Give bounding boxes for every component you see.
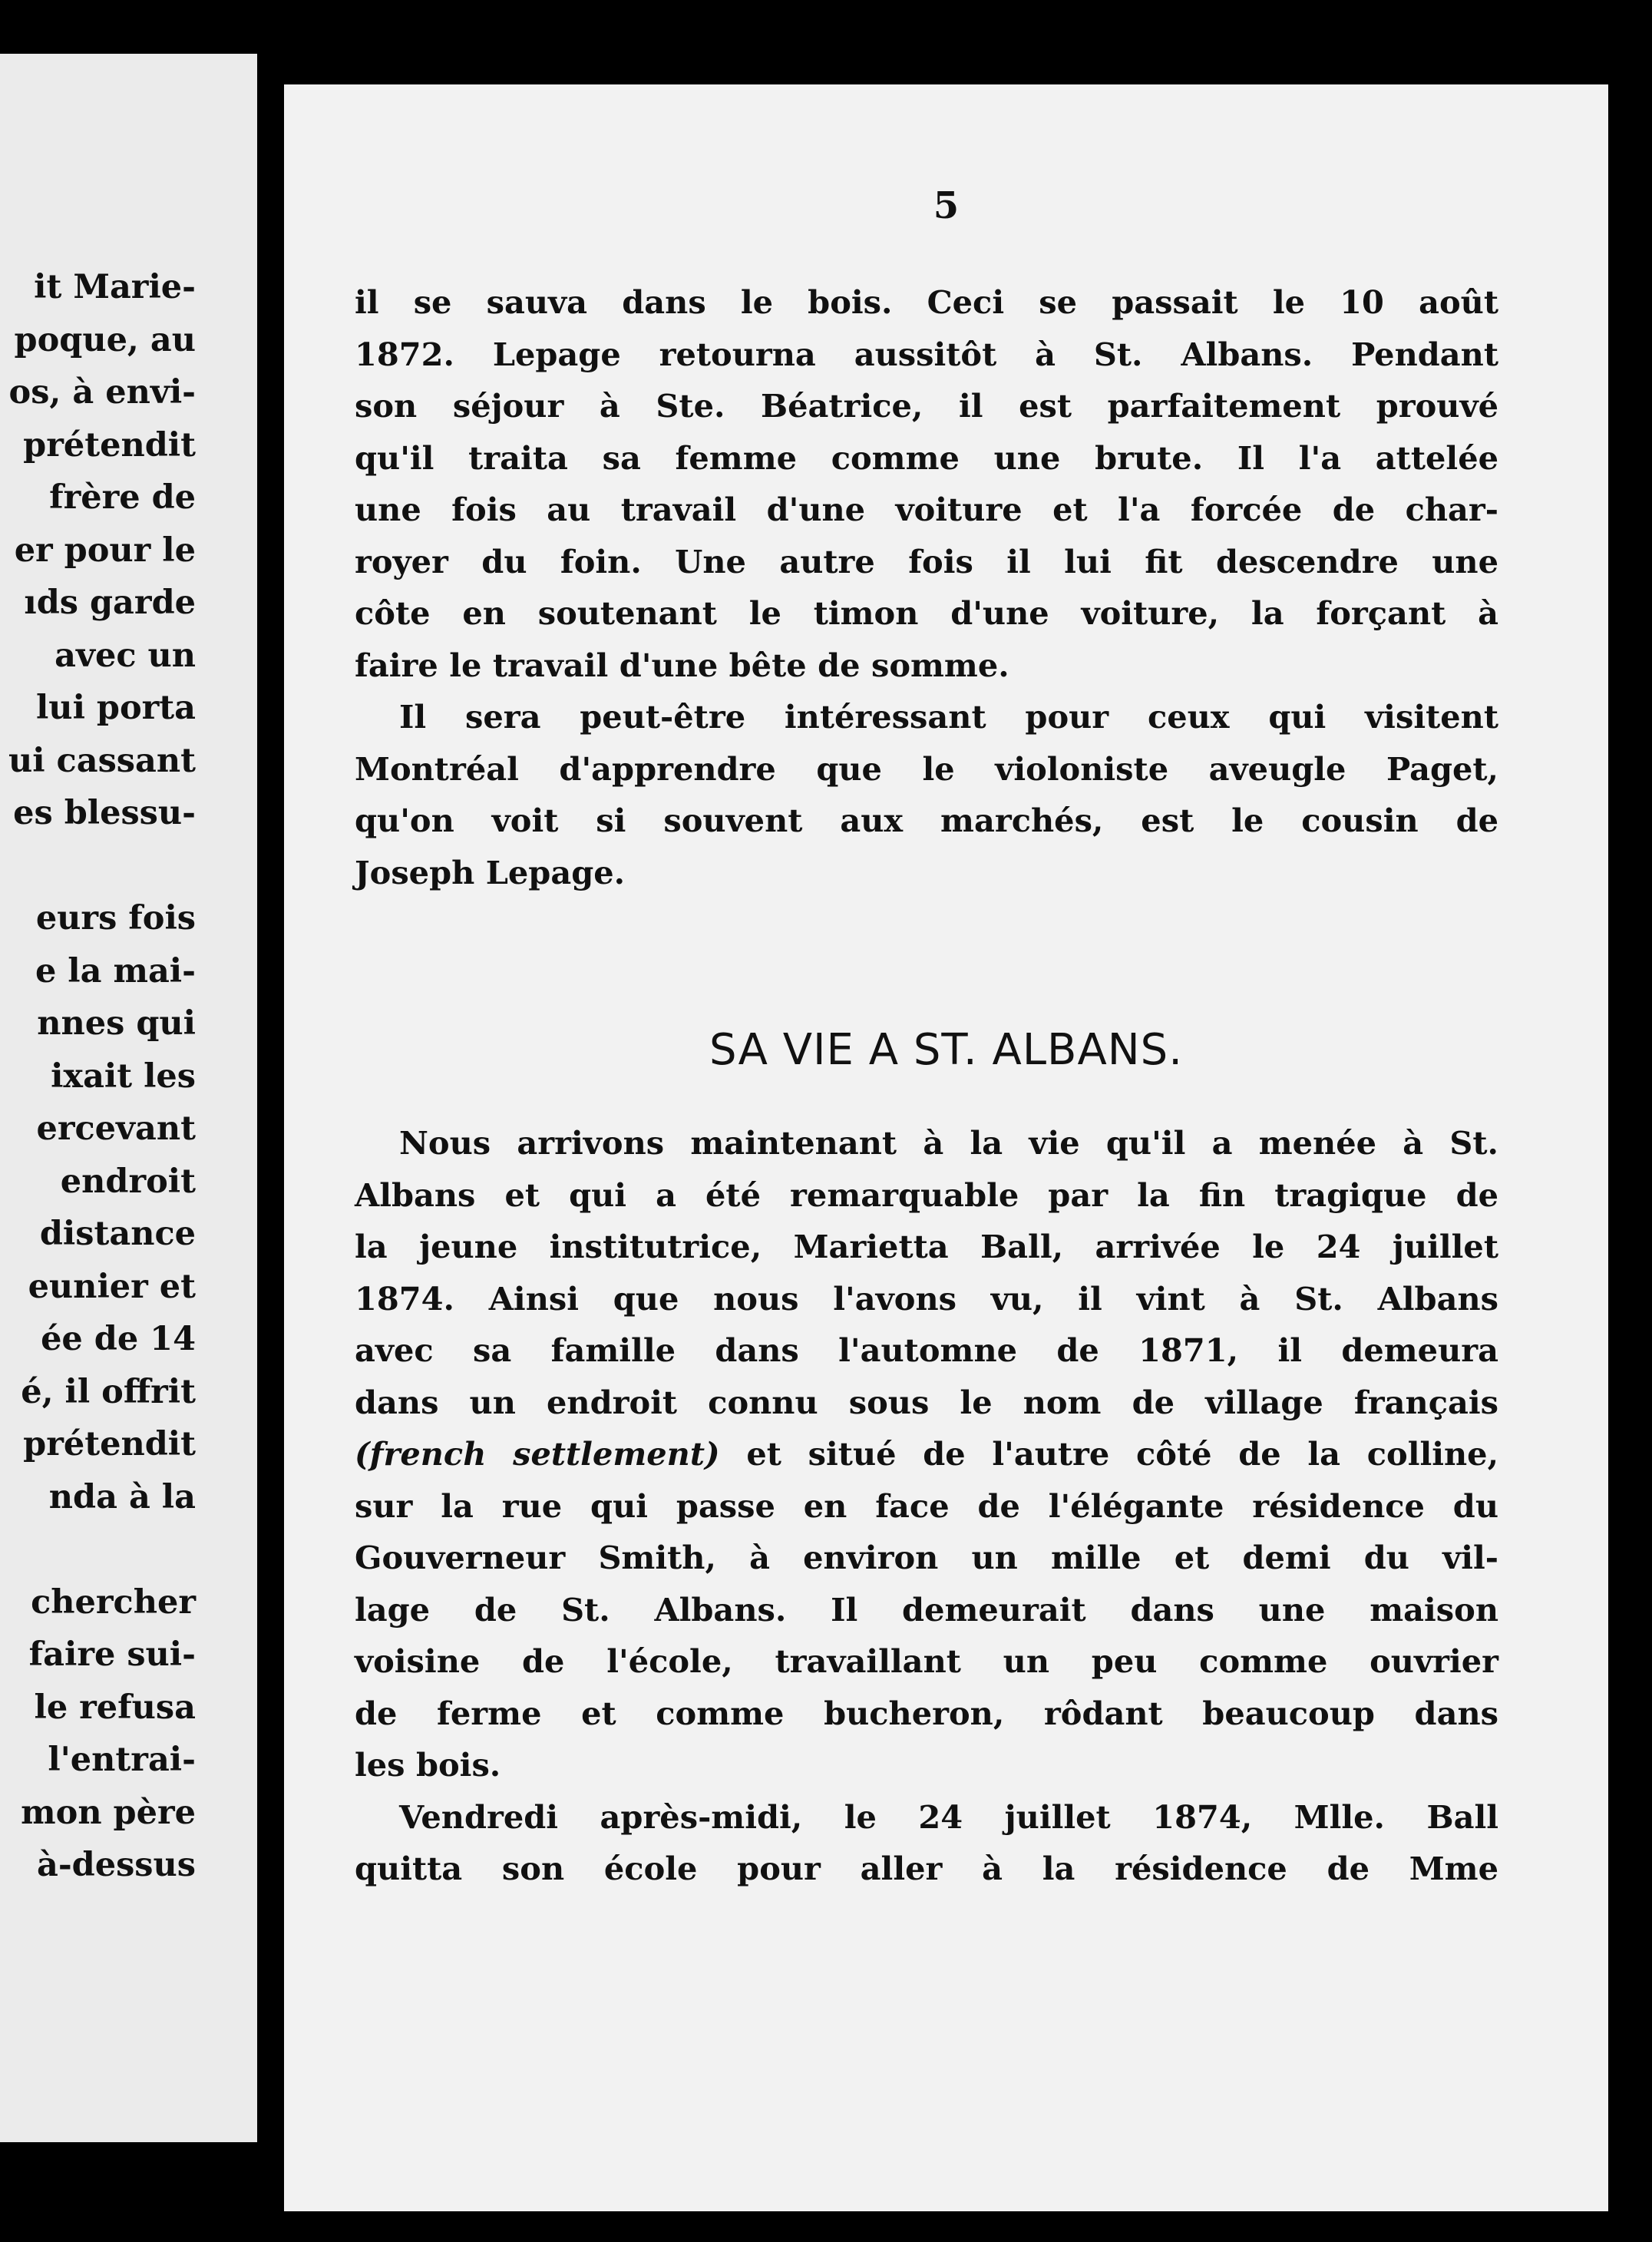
left-page-line: poque, au <box>14 320 196 359</box>
left-page-line: nnes qui <box>37 1004 196 1043</box>
main-page <box>284 84 1608 2211</box>
left-page-line <box>0 840 196 893</box>
left-page-line: lui porta <box>35 689 196 727</box>
text-line-with-italic <box>355 1428 1498 1480</box>
left-page-line: faire sui- <box>28 1635 196 1674</box>
section-heading: SA VIE A ST. ALBANS. <box>709 1025 1183 1075</box>
text-line: la jeune institutrice, Marietta Ball, arrivée le 24 juillet <box>355 1228 1498 1265</box>
text-line: 1872. Lepage retourna aussitôt à St. Albans. Pendant <box>355 335 1498 373</box>
text-line: voisine de l'école, travaillant un peu comme ouvrier <box>355 1642 1498 1680</box>
left-page-line: os, à envi- <box>8 373 196 412</box>
italic-phrase: (french settlement) <box>355 1435 720 1473</box>
left-page-line: à-dessus <box>36 1846 196 1884</box>
left-page-line: ercevant <box>36 1109 196 1148</box>
left-page-line: it Marie- <box>34 268 196 306</box>
text-line: une fois au travail d'une voiture et l'a forcée de char- <box>355 491 1498 528</box>
left-page-line: endroit <box>60 1162 196 1201</box>
left-page-line: chercher <box>31 1582 196 1622</box>
paragraph-2 <box>355 691 1498 898</box>
left-page-line: l'entrai- <box>48 1741 196 1779</box>
text-line: Il sera peut-être intéressant pour ceux qui visitent <box>399 698 1498 736</box>
text-line: Vendredi après-midi, le 24 juillet 1874, Mlle. Ball <box>399 1797 1498 1836</box>
text-line: de ferme et comme bucheron, rôdant beaucoup dans <box>355 1694 1498 1732</box>
text-line: qu'il traita sa femme comme une brute. Il l'a attelée <box>355 438 1498 477</box>
text-line: Montréal d'apprendre que le violoniste aveugle Paget, <box>355 749 1498 788</box>
paragraph-1 <box>355 276 1498 691</box>
text-line: côte en soutenant le timon d'une voiture, la forçant à <box>355 594 1498 632</box>
text-line: royer du foin. Une autre fois il lui fit descendre une <box>355 542 1498 580</box>
text-line: les bois. <box>355 1746 501 1784</box>
text-line: lage de St. Albans. Il demeurait dans une maison <box>355 1590 1498 1629</box>
text-line: faire le travail d'une bête de somme. <box>355 646 1009 684</box>
left-facing-page <box>0 54 269 2142</box>
text-line: son séjour à Ste. Béatrice, il est parfaitement prouvé <box>355 387 1498 425</box>
text-line: dans un endroit connu sous le nom de village français <box>355 1383 1498 1421</box>
text-line: quitta son école pour aller à la résidence de Mme <box>355 1850 1498 1887</box>
left-page-line: ui cassant <box>8 741 196 780</box>
text-line: Gouverneur Smith, à environ un mille et demi du vil- <box>355 1539 1498 1576</box>
text-line: avec sa famille dans l'automne de 1871, il demeura <box>355 1331 1498 1369</box>
left-page-line: ixait les <box>51 1057 196 1096</box>
book-binding-gutter <box>257 54 284 2158</box>
text-line: 1874. Ainsi que nous l'avons vu, il vint à St. Albans <box>355 1279 1498 1318</box>
left-page-line: es blessu- <box>13 794 196 832</box>
left-page-line: é, il offrit <box>21 1372 196 1411</box>
text-line: qu'on voit si souvent aux marchés, est le cousin de <box>355 802 1498 839</box>
left-page-line: prétendit <box>23 1425 196 1463</box>
top-text-block <box>355 276 1498 898</box>
text-line: sur la rue qui passe en face de l'élégante résidence du <box>355 1486 1498 1525</box>
left-page-line: avec un <box>55 636 196 675</box>
left-page-line: le refusa <box>34 1688 196 1727</box>
left-page-line <box>0 1523 196 1576</box>
text-line: il se sauva dans le bois. Ceci se passait le 10 août <box>355 283 1498 321</box>
left-page-line: prétendit <box>23 425 196 465</box>
left-page-line: er pour le <box>14 531 196 570</box>
left-page-line: distance <box>39 1215 196 1253</box>
text-line: Albans et qui a été remarquable par la fin tragique de <box>355 1176 1498 1214</box>
left-page-line: eurs fois <box>35 899 196 937</box>
left-page-line: frère de <box>49 478 196 517</box>
left-page-line: mon père <box>21 1793 196 1832</box>
left-page-line: eunier et <box>28 1267 196 1306</box>
bottom-text-block <box>355 1117 1498 1895</box>
paragraph-3 <box>355 1117 1498 1791</box>
text-line-rest: et situé de l'autre côté de la colline, <box>746 1435 1499 1473</box>
text-line: Nous arrivons maintenant à la vie qu'il a menée à St. <box>399 1124 1498 1162</box>
left-page-text <box>0 261 196 1892</box>
text-line: Joseph Lepage. <box>355 853 626 891</box>
left-page-line: e la mai- <box>35 951 196 990</box>
left-page-line: ıds garde <box>24 584 196 622</box>
left-page-line: nda à la <box>48 1477 196 1516</box>
page-number: 5 <box>933 184 960 227</box>
paragraph-4 <box>355 1791 1498 1895</box>
left-page-line: ée de 14 <box>41 1320 196 1358</box>
